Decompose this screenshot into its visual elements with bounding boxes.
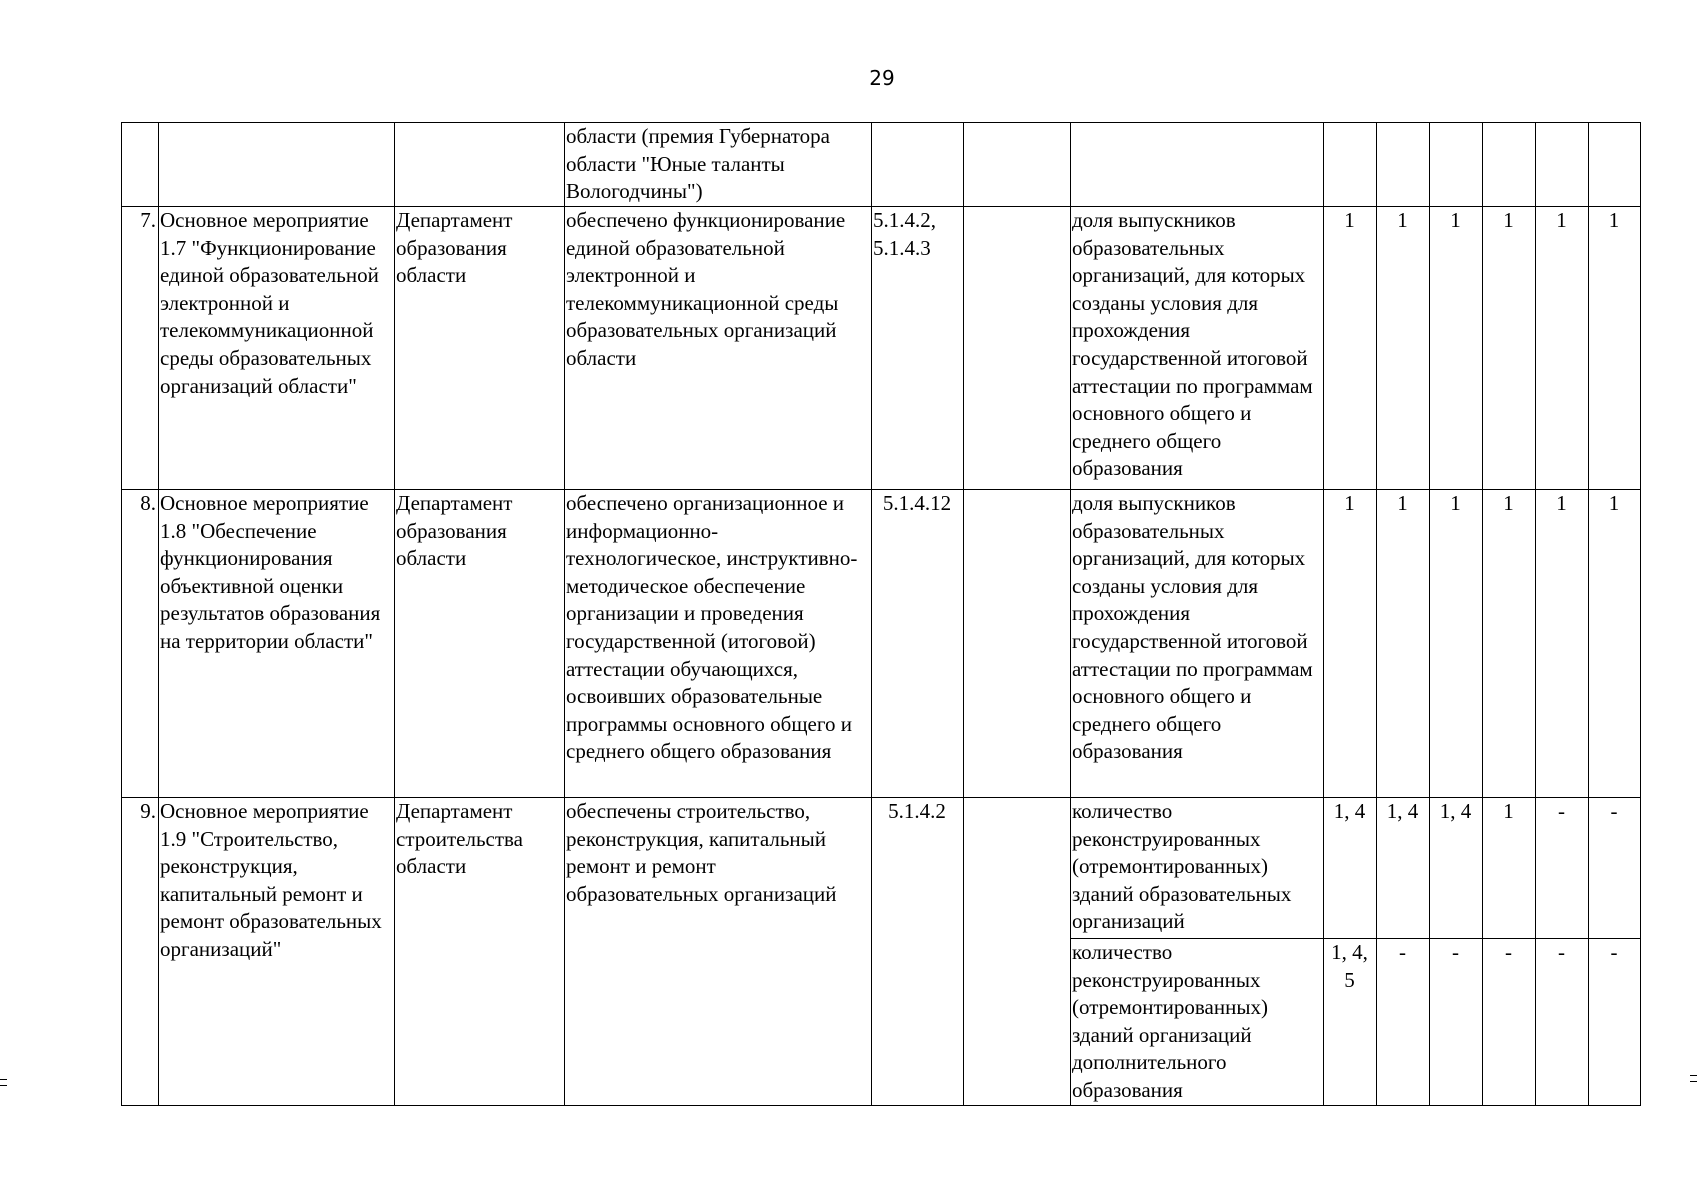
indicator-value: - bbox=[1589, 798, 1641, 939]
cell-empty bbox=[964, 123, 1071, 207]
task-codes: 5.1.4.12 bbox=[872, 490, 964, 798]
indicator-value: 1 bbox=[1483, 207, 1536, 490]
table-row bbox=[122, 798, 1641, 939]
cell-empty bbox=[964, 207, 1071, 490]
indicator-value: 1 bbox=[1589, 207, 1641, 490]
cell-result: области (премия Губернатора области "Юные таланты Вологодчины") bbox=[565, 123, 872, 207]
indicator-value: - bbox=[1430, 939, 1483, 1106]
indicator-value: 1 bbox=[1536, 490, 1589, 798]
indicator-text: доля выпускников образовательных организаций, для которых созданы условия для прохождения государственной итоговой аттестации по программам основного общего и среднего общего образования bbox=[1071, 490, 1324, 798]
indicator-value: 1, 4 bbox=[1324, 798, 1377, 939]
indicator-text: количество реконструированных (отремонтированных) зданий организаций дополнительного образования bbox=[1071, 939, 1324, 1106]
program-events-table bbox=[121, 122, 1641, 1106]
row-number: 7. bbox=[122, 207, 159, 490]
executor: Департамент строительства области bbox=[395, 798, 565, 1106]
indicator-value: 1 bbox=[1324, 490, 1377, 798]
indicator-value: - bbox=[1377, 939, 1430, 1106]
task-codes: 5.1.4.2, 5.1.4.3 bbox=[872, 207, 964, 490]
event-name: Основное мероприятие 1.7 "Функционирование единой образовательной электронной и телекоммуникационной среды образовательных организаций области" bbox=[159, 207, 395, 490]
executor: Департамент образования области bbox=[395, 490, 565, 798]
indicator-value: 1, 4, 5 bbox=[1324, 939, 1377, 1106]
cell-num bbox=[122, 123, 159, 207]
scan-mark bbox=[0, 1085, 7, 1086]
cell-indicator bbox=[1071, 123, 1324, 207]
expected-result: обеспечено организационное и информационно-технологическое, инструктивно-методическое обеспечение организации и проведения государственной (итоговой) аттестации обучающихся, освоивших образовательные программы основного общего и среднего общего образования bbox=[565, 490, 872, 798]
indicator-value: - bbox=[1589, 939, 1641, 1106]
event-name: Основное мероприятие 1.9 "Строительство, реконструкция, капитальный ремонт и ремонт образовательных организаций" bbox=[159, 798, 395, 1106]
scan-mark bbox=[1690, 1081, 1697, 1082]
table-row bbox=[122, 490, 1641, 798]
indicator-value: 1 bbox=[1377, 490, 1430, 798]
task-codes: 5.1.4.2 bbox=[872, 798, 964, 1106]
cell-empty bbox=[964, 798, 1071, 1106]
executor: Департамент образования области bbox=[395, 207, 565, 490]
cell-event bbox=[159, 123, 395, 207]
page-number: 29 bbox=[869, 66, 895, 90]
indicator-value: 1, 4 bbox=[1430, 798, 1483, 939]
expected-result: обеспечены строительство, реконструкция, капитальный ремонт и ремонт образовательных организаций bbox=[565, 798, 872, 1106]
indicator-value: 1 bbox=[1377, 207, 1430, 490]
indicator-value: 1 bbox=[1430, 490, 1483, 798]
indicator-value: - bbox=[1483, 939, 1536, 1106]
indicator-value: 1 bbox=[1324, 207, 1377, 490]
indicator-value: - bbox=[1536, 939, 1589, 1106]
indicator-value: 1 bbox=[1589, 490, 1641, 798]
indicator-value: 1, 4 bbox=[1377, 798, 1430, 939]
row-number: 9. bbox=[122, 798, 159, 1106]
indicator-value: - bbox=[1536, 798, 1589, 939]
indicator-value: 1 bbox=[1430, 207, 1483, 490]
indicator-value: 1 bbox=[1483, 490, 1536, 798]
scan-mark bbox=[1690, 1075, 1697, 1076]
expected-result: обеспечено функционирование единой образовательной электронной и телекоммуникационной среды образовательных организаций области bbox=[565, 207, 872, 490]
continuation-row bbox=[122, 123, 1641, 207]
scan-mark bbox=[0, 1079, 7, 1080]
indicator-value: 1 bbox=[1483, 798, 1536, 939]
indicator-text: количество реконструированных (отремонтированных) зданий образовательных организаций bbox=[1071, 798, 1324, 939]
event-name: Основное мероприятие 1.8 "Обеспечение функционирования объективной оценки результатов образования на территории области" bbox=[159, 490, 395, 798]
indicator-text: доля выпускников образовательных организаций, для которых созданы условия для прохождения государственной итоговой аттестации по программам основного общего и среднего общего образования bbox=[1071, 207, 1324, 490]
table-row bbox=[122, 207, 1641, 490]
cell-executor bbox=[395, 123, 565, 207]
row-number: 8. bbox=[122, 490, 159, 798]
cell-empty bbox=[964, 490, 1071, 798]
cell-codes bbox=[872, 123, 964, 207]
indicator-value: 1 bbox=[1536, 207, 1589, 490]
